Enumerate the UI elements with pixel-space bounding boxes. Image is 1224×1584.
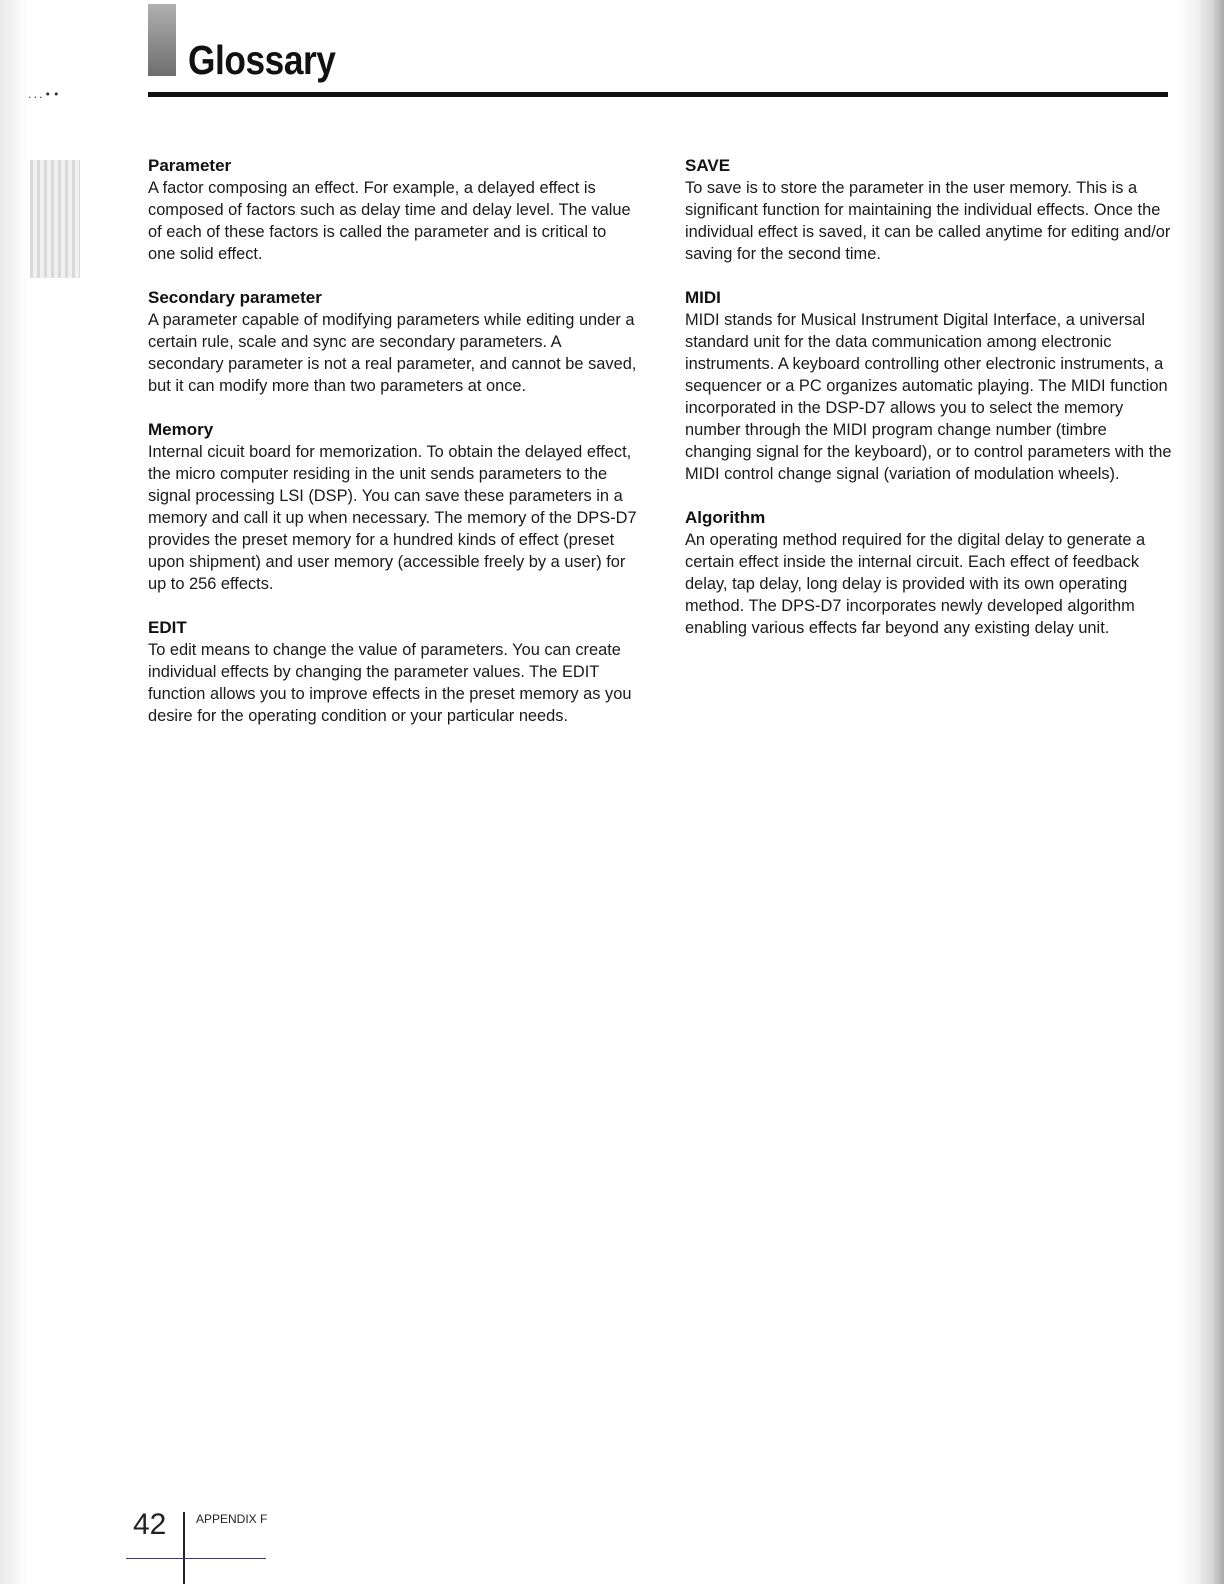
entry-definition: To save is to store the parameter in the user memory. This is a significant function for maintaining the individual effects. Once the individual effect is saved, it can be called anytime for editing and/or saving for the second time. (685, 179, 1171, 263)
page-number: 42 (133, 1508, 167, 1541)
glossary-entry-edit (148, 617, 638, 727)
left-column (148, 155, 638, 749)
entry-term: Algorithm (685, 508, 766, 527)
entry-definition: An operating method required for the digital delay to generate a certain effect inside the internal circuit. Each effect of feedback delay, tap delay, long delay is provided with its own operating method. The DPS-D7 incorporates newly developed algorithm enabling various effects far beyond any existing delay unit. (685, 531, 1146, 637)
glossary-entry-save (685, 155, 1175, 265)
title-rule (148, 92, 1168, 97)
page-edge-right (1178, 0, 1224, 1584)
corner-marks: ...•• (28, 88, 62, 101)
entry-term: EDIT (148, 618, 187, 637)
glossary-entry-secondary-parameter (148, 287, 638, 397)
entry-term: Secondary parameter (148, 288, 322, 307)
glossary-entry-memory (148, 419, 638, 595)
thumb-index-tab (30, 160, 80, 278)
right-column (685, 155, 1175, 661)
page-edge-left (0, 0, 28, 1584)
footer-rule (126, 1558, 266, 1559)
section-label: APPENDIX F (196, 1512, 268, 1526)
glossary-entry-midi (685, 287, 1175, 485)
entry-term: Memory (148, 420, 214, 439)
entry-definition: A parameter capable of modifying parameters while editing under a certain rule, scale and sync are secondary parameters. A secondary parameter is not a real parameter, and cannot be saved, but it can modify more than two parameters at once. (148, 311, 637, 395)
page-title: Glossary (188, 37, 336, 83)
entry-term: MIDI (685, 288, 721, 307)
entry-term: Parameter (148, 156, 232, 175)
footer-divider (183, 1512, 185, 1584)
entry-definition: Internal cicuit board for memorization. To obtain the delayed effect, the micro computer residing in the unit sends parameters to the signal processing LSI (DSP). You can save these parameters in a memory and call it up when necessary. The memory of the DPS-D7 provides the preset memory for a hundred kinds of effect (preset upon shipment) and user memory (accessible freely by a user) for up to 256 effects. (148, 443, 637, 593)
title-marker-block (148, 4, 176, 76)
entry-definition: MIDI stands for Musical Instrument Digital Interface, a universal standard unit for the data communication among electronic instruments. A keyboard controlling other electronic instruments, a sequencer or a PC organizes automatic playing. The MIDI function incorporated in the DSP-D7 allows you to select the memory number through the MIDI program change number (timbre changing signal for the keyboard), or to control parameters with the MIDI control change signal (variation of modulation wheels). (685, 311, 1172, 483)
entry-definition: A factor composing an effect. For example, a delayed effect is composed of factors such as delay time and delay level. The value of each of these factors is called the parameter and is critical to one solid effect. (148, 179, 631, 263)
glossary-entry-parameter (148, 155, 638, 265)
entry-definition: To edit means to change the value of parameters. You can create individual effects by changing the parameter values. The EDIT function allows you to improve effects in the preset memory as you desire for the operating condition or your particular needs. (148, 641, 632, 725)
entry-term: SAVE (685, 156, 731, 175)
glossary-entry-algorithm (685, 507, 1175, 639)
